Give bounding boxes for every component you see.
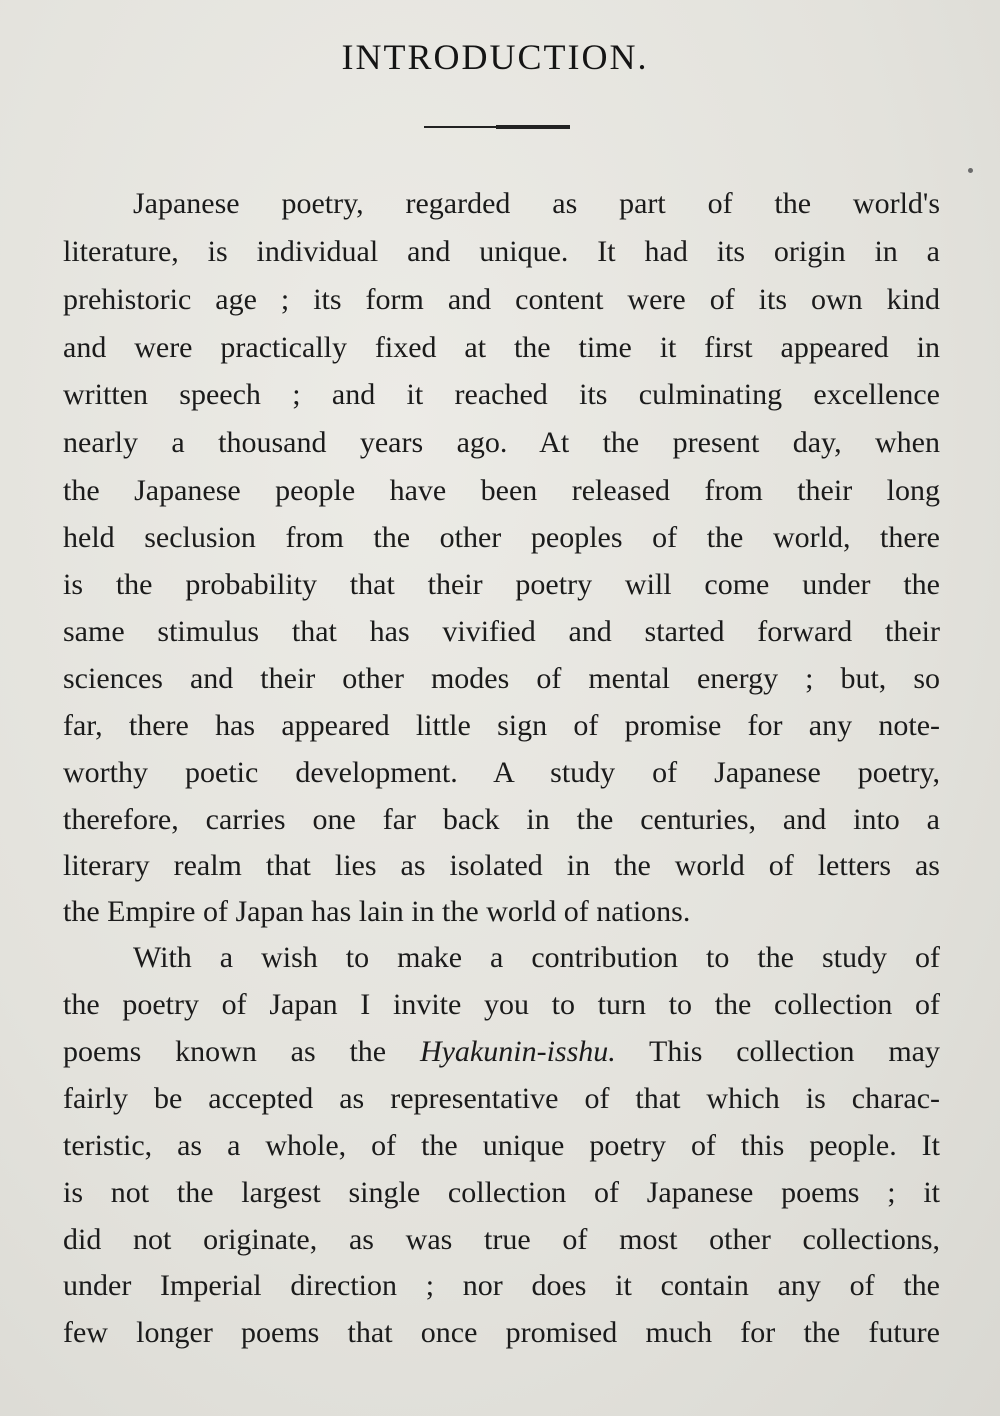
paper-speck xyxy=(968,168,973,173)
text-line: same stimulus that has vivified and started forward their xyxy=(63,615,940,648)
text-line: prehistoric age ; its form and content were of its own kind xyxy=(63,283,940,316)
text-line: teristic, as a whole, of the unique poetry of this people. It xyxy=(63,1129,940,1162)
text-segment: poems known as the xyxy=(63,1035,420,1068)
text-line: is the probability that their poetry will come under the xyxy=(63,568,940,601)
text-line: is not the largest single collection of Japanese poems ; it xyxy=(63,1176,940,1209)
text-line: and were practically fixed at the time it first appeared in xyxy=(63,331,940,364)
divider-thick-segment xyxy=(496,125,570,129)
text-line: worthy poetic development. A study of Japanese poetry, xyxy=(63,756,940,789)
text-line: held seclusion from the other peoples of the world, there xyxy=(63,521,940,554)
text-segment: This collection may xyxy=(615,1035,940,1068)
text-line: nearly a thousand years ago. At the present day, when xyxy=(63,426,940,459)
text-line: literature, is individual and unique. It had its origin in a xyxy=(63,235,940,268)
italic-title: Hyakunin-isshu. xyxy=(419,1035,616,1068)
text-line: With a wish to make a contribution to the study of xyxy=(133,941,940,974)
text-line: therefore, carries one far back in the centuries, and into a xyxy=(63,803,940,836)
text-line: did not originate, as was true of most other collections, xyxy=(63,1223,940,1256)
text-line: few longer poems that once promised much for the future xyxy=(63,1316,940,1349)
text-line: written speech ; and it reached its culminating excellence xyxy=(63,378,940,411)
text-line: fairly be accepted as representative of that which is charac- xyxy=(63,1082,940,1115)
divider-thin-segment xyxy=(424,126,496,128)
text-line: the Empire of Japan has lain in the world of nations. xyxy=(63,895,691,928)
text-line xyxy=(63,1032,940,1072)
text-line: sciences and their other modes of mental energy ; but, so xyxy=(63,662,940,695)
text-line: far, there has appeared little sign of promise for any note- xyxy=(63,709,940,742)
text-line: under Imperial direction ; nor does it contain any of the xyxy=(63,1269,940,1302)
text-line: the Japanese people have been released from their long xyxy=(63,474,940,507)
text-line: the poetry of Japan I invite you to turn to the collection of xyxy=(63,988,940,1021)
text-line: literary realm that lies as isolated in the world of letters as xyxy=(63,849,940,882)
page-title: INTRODUCTION. xyxy=(341,37,649,77)
text-line: Japanese poetry, regarded as part of the world's xyxy=(133,187,940,220)
